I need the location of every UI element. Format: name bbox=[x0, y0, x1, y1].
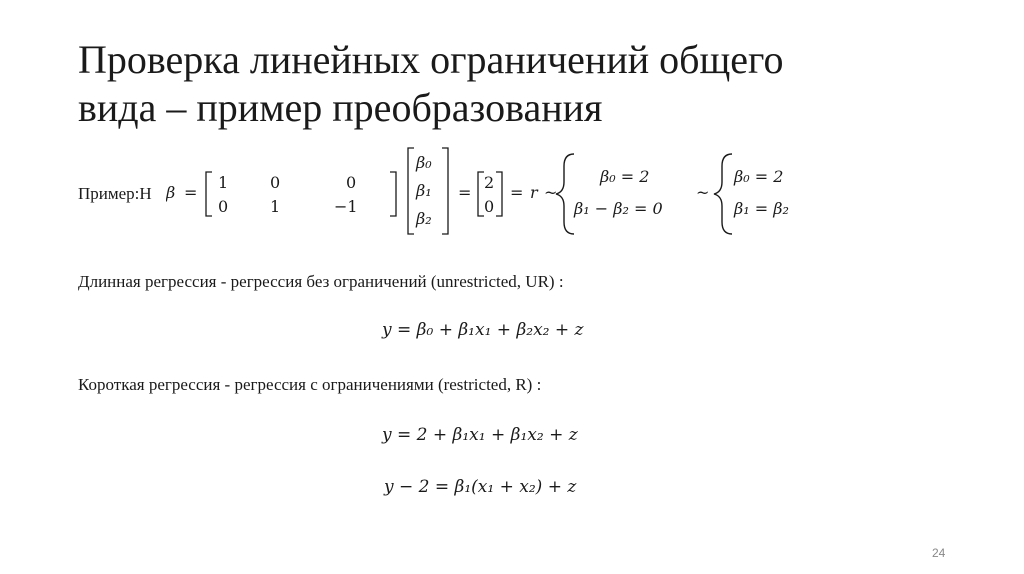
r-vector-item: 2 bbox=[484, 173, 495, 192]
equals-1: = bbox=[184, 183, 198, 202]
equals-2: = bbox=[458, 183, 472, 202]
matrix-h-cell: 0 bbox=[270, 173, 281, 192]
matrix-h-cell: 1 bbox=[270, 197, 281, 216]
system1-row: β₀ = 2 bbox=[600, 167, 650, 186]
short-regression-equation-2: y − 2 = β₁(x₁ + x₂) + z bbox=[384, 477, 577, 497]
short-regression-equation-1: y = 2 + β₁x₁ + β₁x₂ + z bbox=[382, 425, 578, 445]
system2-row: β₀ = 2 bbox=[734, 167, 784, 186]
beta-vector-item: β₀ bbox=[416, 153, 432, 172]
page-number: 24 bbox=[932, 546, 946, 560]
example-label: Пример:H bbox=[78, 184, 152, 203]
tilde-1: ~ bbox=[544, 183, 558, 202]
beta-symbol: β bbox=[166, 183, 176, 202]
matrix-h-cell: −1 bbox=[334, 197, 358, 216]
long-regression-equation: y = β₀ + β₁x₁ + β₂x₂ + z bbox=[382, 320, 584, 340]
r-symbol: r bbox=[530, 183, 538, 202]
brace-2 bbox=[714, 154, 732, 234]
brace-1 bbox=[556, 154, 574, 234]
matrix-h-cell: 0 bbox=[218, 197, 229, 216]
matrix-h-cell: 1 bbox=[218, 173, 229, 192]
r-vector-item: 0 bbox=[484, 197, 495, 216]
title-line-1: Проверка линейных ограничений общего bbox=[78, 37, 784, 82]
example-formula bbox=[78, 142, 978, 242]
beta-vector-item: β₁ bbox=[416, 181, 432, 200]
matrix-h-cell: 0 bbox=[346, 173, 357, 192]
short-regression-text: Короткая регрессия - регрессия с ограничениями (restricted, R) : bbox=[78, 375, 542, 394]
system2-row: β₁ = β₂ bbox=[734, 199, 789, 218]
tilde-2: ~ bbox=[696, 183, 710, 202]
example-math-svg bbox=[166, 142, 866, 242]
title-line-2: вида – пример преобразования bbox=[78, 85, 603, 130]
long-regression-text: Длинная регрессия - регрессия без ограничений (unrestricted, UR) : bbox=[78, 272, 564, 291]
beta-vector-item: β₂ bbox=[416, 209, 432, 228]
system1-row: β₁ − β₂ = 0 bbox=[574, 199, 663, 218]
equals-3: = bbox=[510, 183, 524, 202]
slide-title bbox=[78, 36, 958, 132]
